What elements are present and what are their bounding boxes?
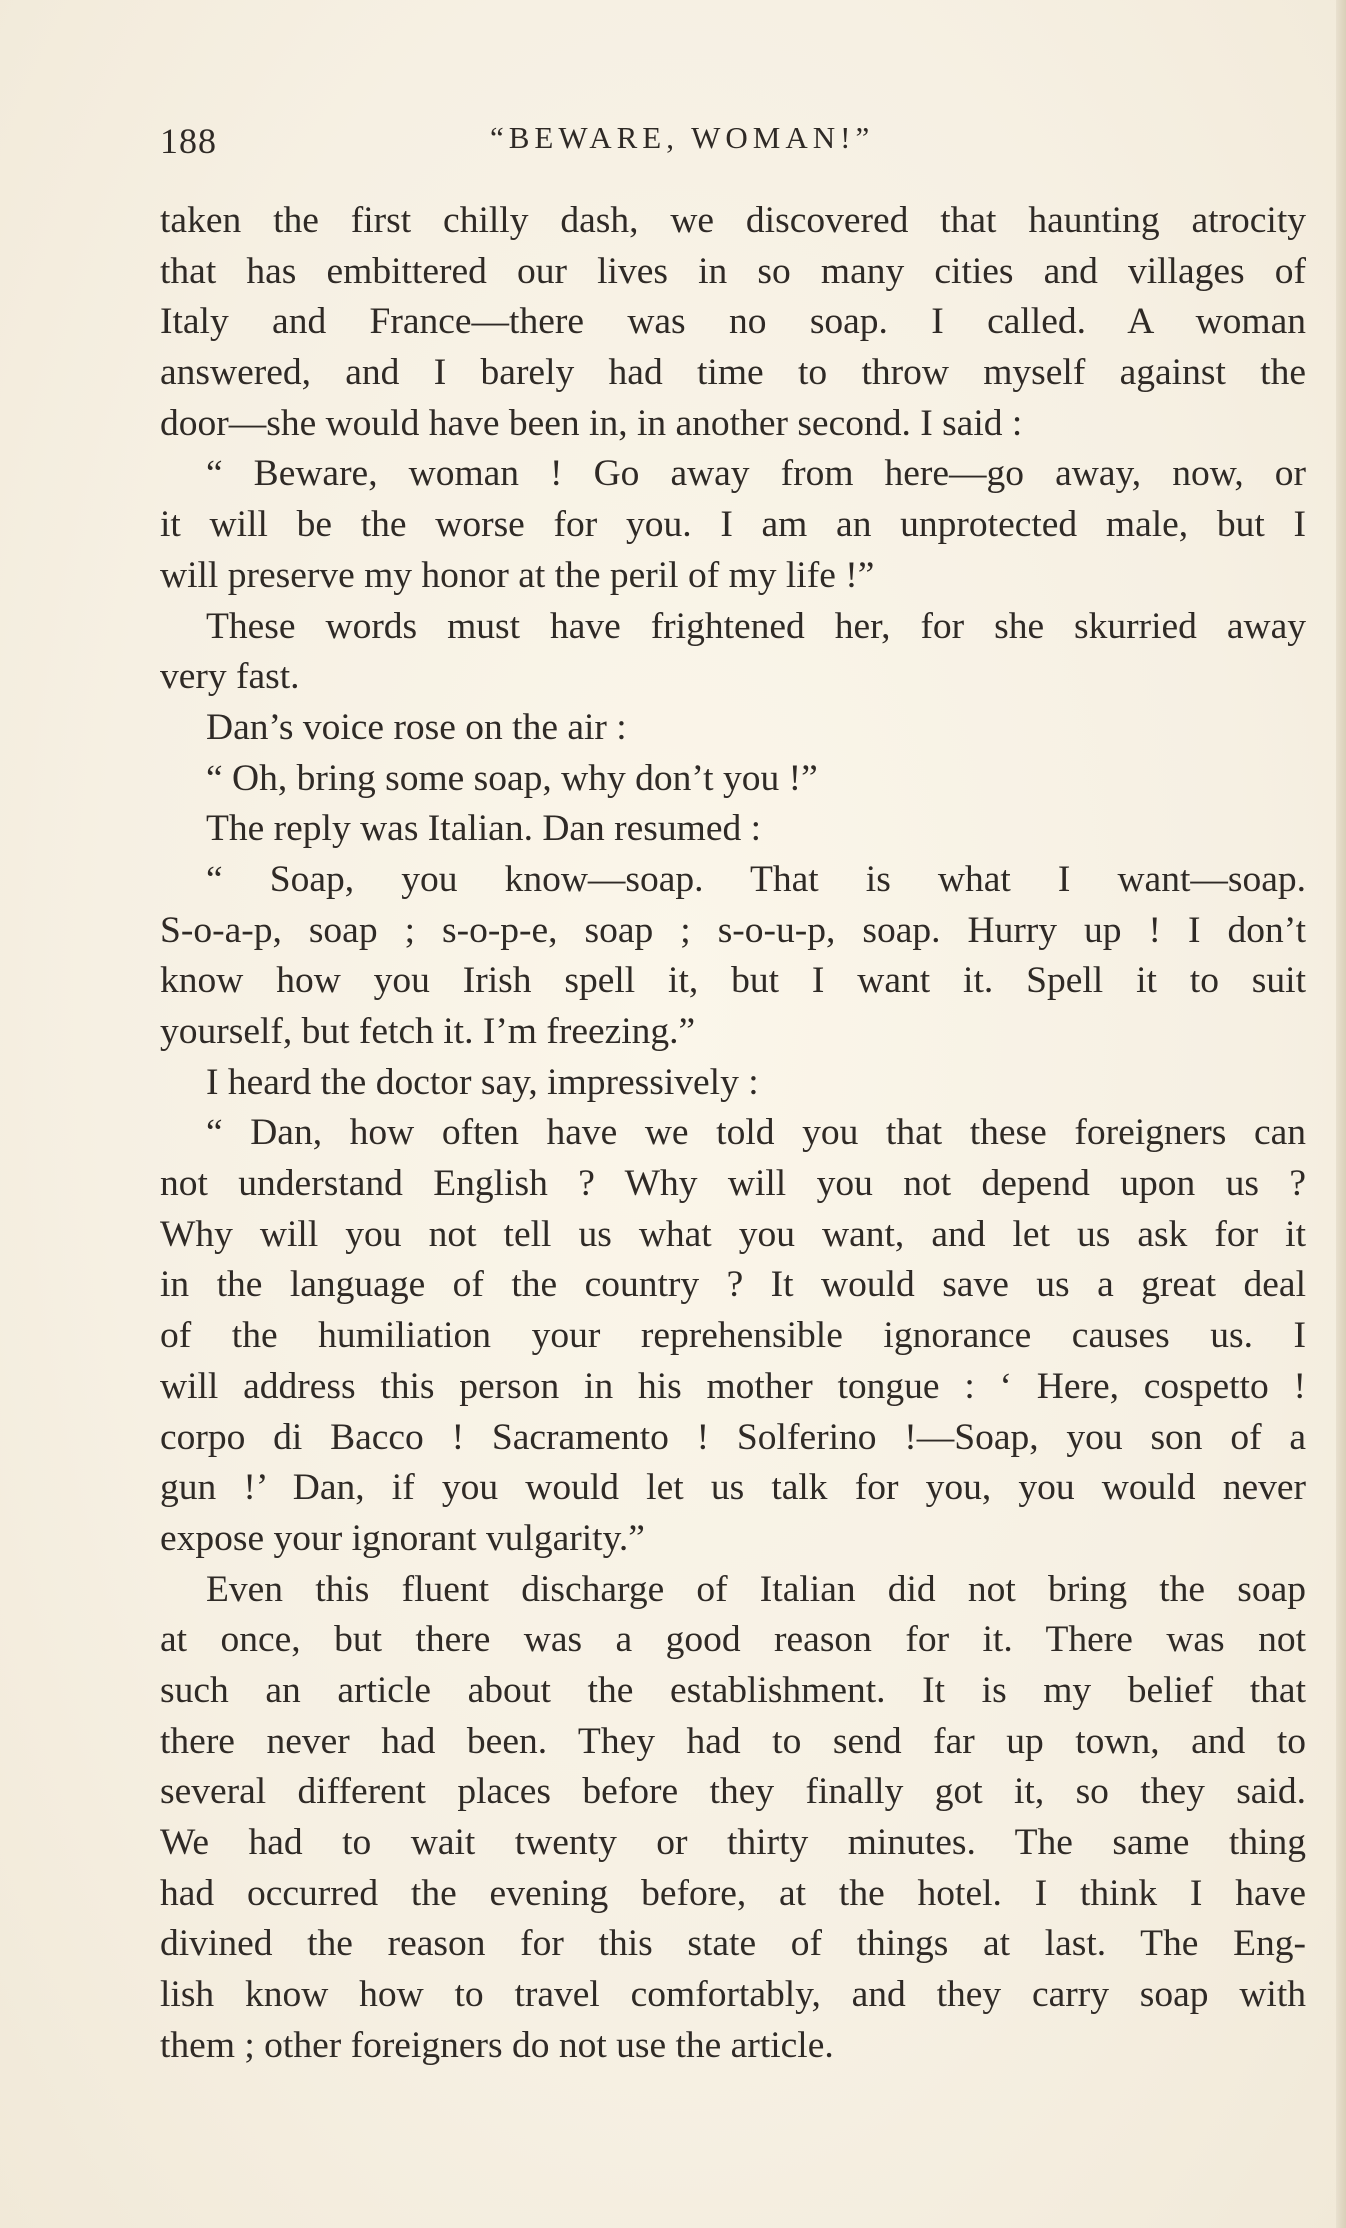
text-line: We had to wait twenty or thirty minutes. The same thing (160, 1822, 1306, 1863)
text-line: there never had been. They had to send far up town, and to (160, 1720, 1306, 1762)
text-line: not understand English ? Why will you not depend upon us ? (160, 1163, 1306, 1205)
text-line: taken the first chilly dash, we discovered that haunting atrocity (160, 200, 1306, 241)
text-line: in the language of the country ? It would save us a great deal (160, 1264, 1306, 1306)
text-line: Why will you not tell us what you want, and let us ask for it (160, 1213, 1306, 1255)
page-number: 188 (160, 121, 217, 161)
text-line: expose your ignorant vulgarity.” (160, 1517, 645, 1559)
text-line: gun !’ Dan, if you would let us talk for you, you would never (160, 1467, 1306, 1509)
body-text (160, 196, 1306, 2071)
text-line: S-o-a-p, soap ; s-o-p-e, soap ; s-o-u-p, soap. Hurry up ! I don’t (160, 909, 1306, 951)
text-line: Italy and France—there was no soap. I called. A woman (160, 301, 1306, 343)
text-line: These words must have frightened her, for she skurried away (206, 605, 1306, 647)
text-line: it will be the worse for you. I am an unprotected male, but I (160, 504, 1306, 546)
text-line: “ Oh, bring some soap, why don’t you !” (206, 757, 818, 799)
text-line: them ; other foreigners do not use the article. (160, 2024, 834, 2066)
page-edge (1336, 0, 1346, 2228)
text-line: divined the reason for this state of things at last. The Eng- (160, 1923, 1306, 1965)
text-line: The reply was Italian. Dan resumed : (206, 808, 762, 850)
text-line: corpo di Bacco ! Sacramento ! Solferino !—Soap, you son of a (160, 1416, 1306, 1458)
text-line: know how you Irish spell it, but I want it. Spell it to suit (160, 960, 1306, 1002)
text-line: “ Soap, you know—soap. That is what I want—soap. (206, 858, 1306, 900)
text-line: will address this person in his mother tongue : ‘ Here, cospetto ! (160, 1365, 1306, 1407)
text-line: I heard the doctor say, impressively : (206, 1061, 759, 1103)
running-head: “BEWARE, WOMAN!” (490, 120, 875, 155)
text-line: of the humiliation your reprehensible ignorance causes us. I (160, 1315, 1306, 1357)
text-line: very fast. (160, 656, 300, 698)
page-header (160, 120, 1306, 180)
text-line: answered, and I barely had time to throw myself against the (160, 352, 1306, 394)
text-line: lish know how to travel comfortably, and they carry soap with (160, 1974, 1306, 2016)
text-line: several different places before they finally got it, so they said. (160, 1771, 1306, 1813)
text-line: will preserve my honor at the peril of my life !” (160, 554, 875, 596)
text-line: at once, but there was a good reason for it. There was not (160, 1619, 1306, 1661)
text-line: such an article about the establishment. It is my belief that (160, 1669, 1306, 1711)
text-line: Dan’s voice rose on the air : (206, 706, 627, 748)
text-line: “ Beware, woman ! Go away from here—go away, now, or (206, 453, 1306, 495)
text-line: door—she would have been in, in another second. I said : (160, 402, 1023, 444)
text-line: had occurred the evening before, at the hotel. I think I have (160, 1872, 1306, 1914)
text-line: that has embittered our lives in so many cities and villages of (160, 250, 1306, 292)
text-line: “ Dan, how often have we told you that these foreigners can (206, 1112, 1306, 1154)
text-line: Even this fluent discharge of Italian did not bring the soap (206, 1568, 1306, 1610)
text-line: yourself, but fetch it. I’m freezing.” (160, 1011, 696, 1052)
